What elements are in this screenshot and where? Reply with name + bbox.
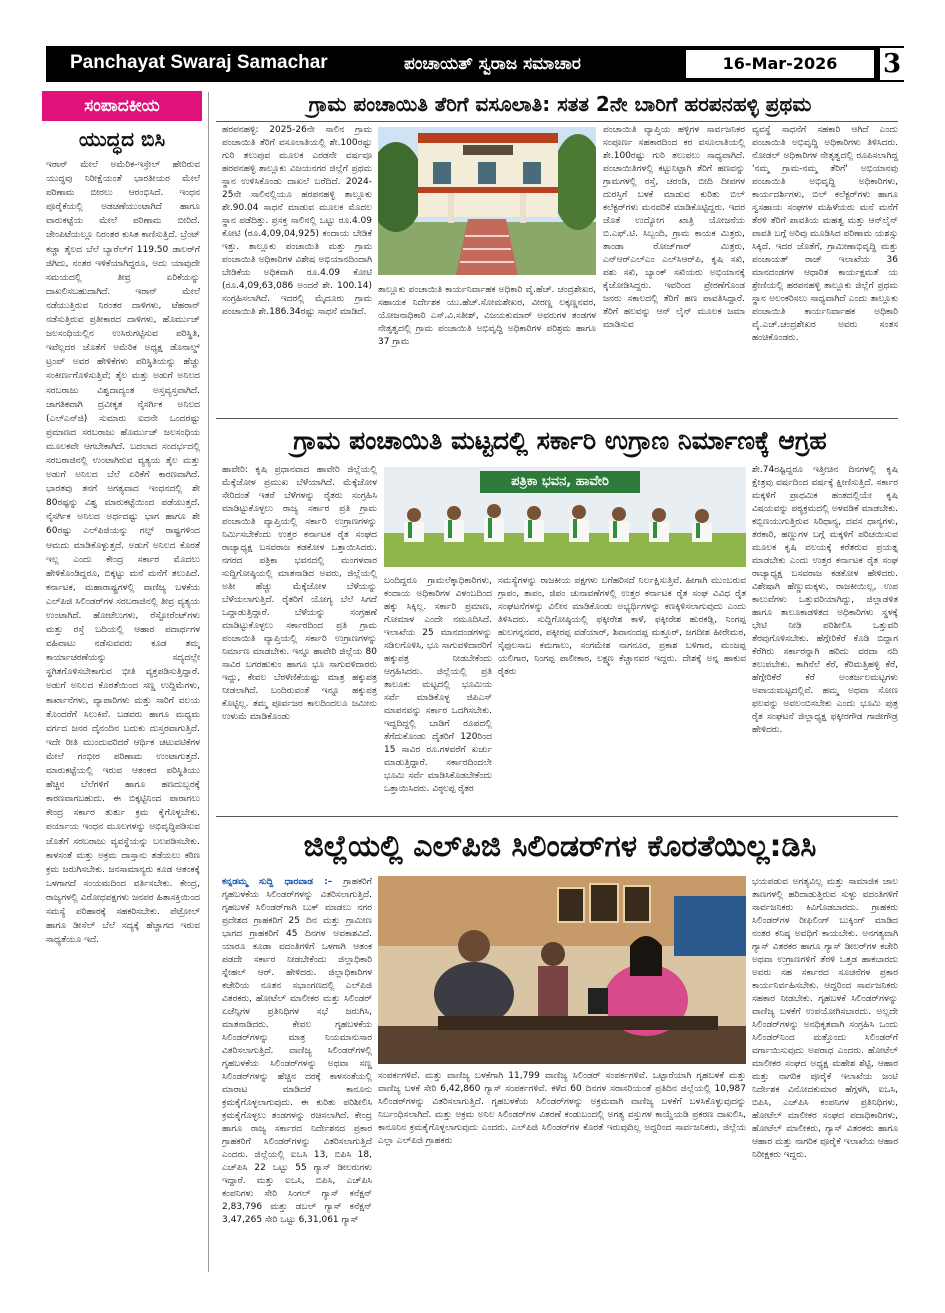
story3-photo-meeting (378, 876, 746, 1064)
story3-col3: ಭಯಪಡುವ ಅಗತ್ಯವಿಲ್ಲ ಮತ್ತು ಸಾಮಾಜಿಕ ಜಾಲ ತಾಣಗಳಲ್ಲಿ ಹರಿದಾಡುತ್ತಿರುವ ಸುಳ್ಳು ವದಂತಿಗಳಿಗೆ ಸಾರ್ವಜನಿಕರು ಕಿವಿಗೊಡಬಾರದು. ಗ್ರಾಹಕರು ಸಿಲಿಂಡರ್‌ಗಳ ರೀಫಿಲಿಂಗ್ ಬುಕ್ಕಿಂಗ್ ಮಾಡಿದ ನಂತರ ಕನಿಷ್ಠ ಅವಧಿಗೆ ಕಾಯಬೇಕು. ಅನಗತ್ಯವಾಗಿ ಗ್ಯಾಸ್ ವಿತರಕರ ಹಾಗೂ ಗ್ಯಾಸ್ ಡೀಲರ್‌ಗಳ ಕಚೇರಿ ಅಥವಾ ಉಗ್ರಾಣಗಳಿಗೆ ತೆರಳಿ ಒತ್ತಡ ಹಾಕಬಾರದು ಅವರು ಸಹ ಸರ್ಕಾರದ ಸೂಚನೆಗಳ ಪ್ರಕಾರ ಕಾರ್ಯನಿರ್ವಹಿಸಬೇಕು. ಆದ್ದರಿಂದ ಸಾರ್ವಜನಿಕರು ಸಹಕಾರ ನೀಡಬೇಕು. ಗೃಹಬಳಕೆ ಸಿಲಿಂಡರ್‌ಗಳನ್ನು ವಾಣಿಜ್ಯ ಬಳಕೆಗೆ ಉಪಯೋಗಿಸಬಾರದು. ಅಲ್ಲದೇ ಸಿಲಿಂಡರ್‌ಗಳನ್ನು ಅನಧಿಕೃತವಾಗಿ ಸಂಗ್ರಹಿಸಿ ಒಂದು ಸಿಲಿಂಡರ್‌ನಿಂದ ಮತ್ತೊಂದು ಸಿಲಿಂಡರ್‌ಗೆ ವರ್ಗಾಯಿಸುವುದು ಅಪರಾಧ ಎಂದರು. ಹೋಟೆಲ್ ಮಾಲೀಕರ ಸಂಘದ ಅಧ್ಯಕ್ಷ ಮಹೇಶ ಶೆಟ್ಟಿ, ಆಹಾರ ಮತ್ತು ನಾಗರಿಕ ಪೂರೈಕೆ ಇಲಾಖೆಯ ಜಂಟಿ ನಿರ್ದೇಶಕ ವಿನೋದಕುಮಾರ ಹೆಗ್ಗಳಗಿ, ಐಒಸಿ, ಬಿಪಿಸಿ, ಎಚ್‌ಪಿಸಿ ಕಂಪನಿಗಳ ಪ್ರತಿನಿಧಿಗಳು, ಹೋಟೆಲ್ ಮಾಲೀಕರ ಸಂಘದ ಪದಾಧಿಕಾರಿಗಳು, ಹೋಟೆಲ್ ಮಾಲೀಕರು, ಗ್ಯಾಸ್ ವಿತರಕರು ಹಾಗೂ ಆಹಾರ ಮತ್ತು ನಾಗರಿಕ ಪೂರೈಕೆ ಇಲಾಖೆಯ ಆಹಾರ ನಿರೀಕ್ಷಕರು ಇದ್ದರು. (752, 877, 898, 1160)
story3-headline: ಜಿಲ್ಲೆಯಲ್ಲಿ ಎಲ್‌ಪಿಜಿ ಸಿಲಿಂಡರ್‌ಗಳ ಕೊರತೆಯಿಲ್ಲ:ಡಿಸಿ (303, 829, 817, 864)
story3-col1: ಗ್ರಾಹಕರಿಗೆ ಗೃಹಬಳಕೆಯ ಸಿಲಿಂಡರ್‌ಗಳನ್ನು ವಿತರಿಸಲಾಗುತ್ತಿದೆ. ಗೃಹಬಳಕೆ ಸಿಲಿಂಡರ್‌ಗಾಗಿ ಬುಕ್ ಮಾಡಲು ನಗರ ಪ್ರದೇಶದ ಗ್ರಾಹಕರಿಗೆ 25 ದಿನ ಮತ್ತು ಗ್ರಾಮೀಣ ಭಾಗದ ಗ್ರಾಹಕರಿಗೆ 45 ದಿನಗಳ ಅವಕಾಶವಿದೆ. ಯಾರೂ ಕೂಡಾ ವದಂತಿಗಳಿಗೆ ಒಳಗಾಗಿ ಆತಂಕ ಪಡದೇ ಸರ್ಕಾರ ನೀಡಬೇಕೆಂದು ಜಿಲ್ಲಾಧಿಕಾರಿ ಸ್ನೇಹಲ್ ಆರ್. ಹೇಳಿದರು. ಜಿಲ್ಲಾಧಿಕಾರಿಗಳ ಕಚೇರಿಯ ನೂತನ ಸಭಾಂಗಣದಲ್ಲಿ ಎಲ್‌ಪಿಜಿ ವಿತರಕರು, ಹೋಟೆಲ್ ಮಾಲೀಕರ ಮತ್ತು ಸಿಲಿಂಡರ್ ಏಜೆನ್ಸಿಗಳ ಪ್ರತಿನಿಧಿಗಳ ಸಭೆ ಜರುಗಿಸಿ, ಮಾತನಾಡಿದರು. ಕೇವಲ ಗೃಹಬಳಕೆಯ ಸಿಲಿಂಡರ್‌ಗಳನ್ನು ಮಾತ್ರ ನಿಯಮಾನುಸಾರ ವಿತರಿಸಲಾಗುತ್ತಿದೆ. ವಾಣಿಜ್ಯ ಸಿಲಿಂಡರ್‌ಗಳಲ್ಲಿ ಗೃಹಬಳಕೆಯ ಸಿಲಿಂಡರ್‌ಗಳನ್ನು ಅಥವಾ ಸಣ್ಣ ಸಿಲಿಂಡರ್‌ಗಳನ್ನು ಹೆಚ್ಚಿನ ದರಕ್ಕೆ ಕಾಳಸಂತೆಯಲ್ಲಿ ಮಾರಾಟ ಮಾಡಿದರೆ ಕಾನೂನು ಕ್ರಮಕೈಗೊಳ್ಳಲಾಗುವುದು. ಈ ಕುರಿತು ಪರಿಶೀಲಿಸಿ ಕ್ರಮಕೈಗೊಳ್ಳಲು ತಂಡಗಳನ್ನು ರಚಿಸಲಾಗಿದೆ. ಕೇಂದ್ರ ಹಾಗೂ ರಾಜ್ಯ ಸರ್ಕಾರದ ನಿರ್ದೇಶನದ ಪ್ರಕಾರ ಗ್ರಾಹಕರಿಗೆ ಸಿಲಿಂಡರ್‌ಗಳನ್ನು ವಿತರಿಸಲಾಗುತ್ತಿದೆ ಎಂದರು. ಜಿಲ್ಲೆಯಲ್ಲಿ ಐಒಸಿ 13, ಬಿಪಿಸಿ 18, ಎಚ್‌ಪಿಸಿ 22 ಒಟ್ಟು 55 ಗ್ಯಾಸ್ ಡೀಲರುಗಳು ಇದ್ದಾರೆ. ಮತ್ತು ಐಒಸಿ, ಬಿಪಿಸಿ, ಎಚ್‌ಪಿಸಿ ಕಂಪನಿಗಳು ಸೇರಿ ಸಿಂಗಲ್ ಗ್ಯಾಸ್ ಕನೆಕ್ಷನ್ 2,83,796 ಮತ್ತು ಡಬಲ್ ಗ್ಯಾಸ್ ಕನೆಕ್ಷನ್ 3,47,265 ಸೇರಿ ಒಟ್ಟು 6,31,061 ಗ್ಯಾಸ್ (222, 877, 372, 1225)
masthead (46, 46, 904, 82)
story2-col4: ಶೇ.74ರಷ್ಟಿದ್ದರೂ ಇತ್ತೀಚಿನ ದಿನಗಳಲ್ಲಿ ಕೃಷಿ ಕ್ಷೇತ್ರವು ವರ್ಷದಿಂದ ವರ್ಷಕ್ಕೆ ಕ್ಷೀಣಿಸುತ್ತಿದೆ. ಸರ್ಕಾರ ಮಕ್ಕಳಿಗೆ ಪ್ರಾಥಮಿಕ ಹಂತದಲ್ಲಿಯೇ ಕೃಷಿ ವಿಷಯವನ್ನು ಪಠ್ಯಕ್ರಮದಲ್ಲಿ ಅಳವಡಿಕೆ ಮಾಡಬೇಕು. ಕಬ್ಬಿಣಯುಗುತ್ತಿರುವ ಸಿರಿಧಾನ್ಯ, ದವಸ ಧಾನ್ಯಗಳು, ತರಕಾರಿ, ಹಣ್ಣುಗಳ ಬಗ್ಗೆ ಮಕ್ಕಳಿಗೆ ಪರಿಚಯಿಸುವ ಮೂಲಕ ಕೃಷಿ ವಲಯಕ್ಕೆ ಕರೆತರುವ ಪ್ರಯತ್ನ ಮಾಡಬೇಕು ಎಂದು ಉತ್ತರ ಕರ್ನಾಟಕ ರೈತ ಸಂಘ ರಾಜ್ಯಾಧ್ಯಕ್ಷ ಬಸವರಾಜ ಕಡಕೋಳ ಹೇಳಿದರು. ವಿಶೇಷಾಗಿ ಹೆಣ್ಣುಮಕ್ಕಳು, ರಾಜಕೀಯಿಲ್ಲ, ಉಪ ಕಾಲುವೆಗಳು ಒತ್ತುವರಿಯಾಗಿದ್ದು, ಜಿಲ್ಲಾಡಳಿತ ಹಾಗೂ ತಾಲೂಕಾಡಳಿತದ ಅಧಿಕಾರಿಗಳು ಸ್ಥಳಕ್ಕೆ ಭೇಟಿ ನೀಡಿ ಪರಿಶೀಲಿಸಿ ಒತ್ತುವರಿ ತೆರವುಗೊಳಿಸಬೇಕು. ಹೆಗ್ಗೇರಿಕೆರೆ ಕೊಡಿ ಬಿದ್ದಾಗ ಕೆರೆಗಿರು ಸರ್ಕಾರನ್ನಾಗಿ ಹರಿದು ವರದಾ ನದಿ ತಲುಪಬೇಕು. ಕಾಗಿನೆಲೆ ಕೆರೆ, ಕೆರಿಮತ್ತಿಹಳ್ಳಿ ಕೆರೆ, ಹೆಗ್ಗೇರಿಕೆರೆ ಕೆರೆ ಅಂತರ್ಜಲಮಟ್ಟಗಳು ಅಪಾಯಮಟ್ಟದಲ್ಲಿವೆ. ಹಮ್ಮ ಅಥವಾ ಸೋಣ ಫಲವನ್ನು ಅವಲಂಬಿಸಬೇಕು ಎಂದು ಭೂಮಿ ಪುತ್ರ ರೈತ ಸಂಘಟನೆ ಜಿಲ್ಲಾಧ್ಯಕ್ಷ ಫಕ್ಕೀರಗೌಡ ಗಾಜೀಗೌಡ್ರ ಹೇಳಿದರು. (752, 465, 898, 735)
story3-col1-wrap (222, 876, 372, 1268)
story1-photo-building (378, 127, 596, 275)
story1-col1: ಹರಪನಹಳ್ಳಿ: 2025-26ನೇ ಸಾಲಿನ ಗ್ರಾಮ ಪಂಚಾಯಿತಿ ತೆರಿಗೆ ವಸೂಲಾತಿಯಲ್ಲಿ ಶೇ.100ರಷ್ಟು ಗುರಿ ತಲುಪುವ ಮೂಲಕ ಎರಡನೇ ವರ್ಷವೂ ಹರಪನಹಳ್ಳಿ ತಾಲ್ಲೂಕು ವಿಜಯನಗರ ಜಿಲ್ಲೆಗೆ ಪ್ರಥಮ ಸ್ಥಾನ ಉಳಿಸಿಕೊಂಡು ದಾಖಲೆ ಬರೆದಿದೆ. 2024-25ನೇ ಸಾಲಿನಲ್ಲಿಯೂ ಹರಪನಹಳ್ಳಿ ತಾಲ್ಲೂಕು ಶೇ.90.04 ಸಾಧನೆ ಮಾಡುವ ಮೂಲಕ ಮೊದಲ ಸ್ಥಾನ ಪಡೆದಿತ್ತು. ಪ್ರಸಕ್ತ ಸಾಲಿನಲ್ಲಿ ಒಟ್ಟು ರೂ.4.09 ಕೋಟಿ (ರೂ.4,09,04,925) ಕಂದಾಯ ಬೇಡಿಕೆ ಇತ್ತು. ತಾಲ್ಲೂಕು ಪಂಚಾಯಿತಿ ಮತ್ತು ಗ್ರಾಮ ಪಂಚಾಯಿತಿ ಅಧಿಕಾರಿಗಳ ವಿಶೇಷ ಅಭಿಯಾನದಿಂದಾಗಿ ಬೇಡಿಕೆಯ ಅಧಿಕವಾಗಿ ರೂ.4.09 ಕೋಟಿ (ರೂ.4,09,63,086 ಅಂದರೆ ಶೇ. 100.14) ಸಂಗ್ರಹಿಸಲಾಗಿದೆ. ಇದರಲ್ಲಿ ಮೈದೂರು ಗ್ರಾಮ ಪಂಚಾಯಿತಿ ಶೇ.186.34ರಷ್ಟು ಸಾಧನೆ ಮಾಡಿದೆ. (222, 125, 372, 317)
editorial-tag: ಸಂಪಾದಕೀಯ (42, 91, 202, 121)
story1-col3: ಪಂಚಾಯಿತಿ ವ್ಯಾಪ್ತಿಯ ಹಳ್ಳಿಗಳ ಸಾರ್ವಜನಿಕರ ಸಂಪೂರ್ಣ ಸಹಕಾರದಿಂದ ಕರ ವಸೂಲಾತಿಯಲ್ಲಿ ಶೇ.100ರಷ್ಟು ಗುರಿ ತಲುಪಲು ಸಾಧ್ಯವಾಗಿದೆ. ಪಂಚಾಯಿತಿಗಳಲ್ಲಿ ಕಟ್ಟುನಿಟ್ಟಾಗಿ ತೆರಿಗೆ ಹಣವನ್ನು ಗ್ರಾಮಗಳಲ್ಲಿ ರಸ್ತೆ, ಚರಂಡಿ, ಬೀದಿ ದೀಪಗಳ ದುರಸ್ತಿಗೆ ಬಳಕೆ ಮಾಡುವ ಕುರಿತು ಬಿಲ್ ಕಲೆಕ್ಟರ್‌ಗಳು ಮನವರಿಕೆ ಮಾಡಿಕೊಟ್ಟಿದ್ದರು. ಇದರ ಜೊತೆ ಉದ್ಯೋಗ ಖಾತ್ರಿ ಯೋಜನೆಯ ಬಿ.ಎಫ್.ಟಿ. ಸಿಬ್ಬಂದಿ, ಗ್ರಾಮ ಕಾಯಕ ಮಿತ್ರರು, ತಾಂಡಾ ರೋಜ್‌ಗಾರ್ ಮಿತ್ರರು, ಎನ್‌ಆರ್‌ಎಲ್‌ಎಂ ಎಲ್‌ಸಿಆರ್‌ಪಿ, ಕೃಷಿ ಸಖಿ, ಪಶು ಸಖಿ, ಬ್ಯಾಂಕ್ ಸಖಿಯರು ಅಭಿಯಾನಕ್ಕೆ ಕೈಜೋಡಿಸಿದ್ದರು. ಇವರಿಂದ ಪ್ರೇರಣೆಗೊಂಡ ಜನರು ಸಕಾಲದಲ್ಲಿ ತೆರಿಗೆ ಹಣ ಪಾವತಿಸಿದ್ದಾರೆ. ತೆರಿಗೆ ಹಲವನ್ನು ಆನ್ ಲೈನ್ ಮೂಲಕ ಜಮಾ ಮಾಡಿಸುವ (603, 125, 745, 330)
story3-dateline: ಕನ್ನಡಮ್ಮ ಸುದ್ದಿ ಧಾರವಾಡ :– (222, 877, 333, 887)
story1-col4: ವ್ಯವಸ್ಥೆ ಸಾಧನೆಗೆ ಸಹಕಾರಿ ಆಗಿದೆ ಎಂದು ಪಂಚಾಯಿತಿ ಅಭಿವೃದ್ಧಿ ಅಧಿಕಾರಿಗಳು ತಿಳಿಸಿದರು. ನೋಡಲ್ ಅಧಿಕಾರಿಗಳ ನೇತೃತ್ವದಲ್ಲಿ ರೂಪಿಸಲಾಗಿದ್ದ 'ನಮ್ಮ ಗ್ರಾಮ-ನಮ್ಮ ತೆರಿಗೆ' ಅಭಿಯಾನವು ಪಂಚಾಯಿತಿ ಅಭಿವೃದ್ಧಿ ಅಧಿಕಾರಿಗಳು, ಕಾರ್ಯದರ್ಶಿಗಳು, ಬಿಲ್ ಕಲೆಕ್ಟರ್‌ಗಳು ಹಾಗೂ ಸ್ವಸಹಾಯ ಸಂಘಗಳ ಮಹಿಳೆಯರು ಮನೆ ಮನೆಗೆ ತೆರಳಿ ತೆರಿಗೆ ಪಾವತಿಯ ಮಹತ್ವ ಮತ್ತು ಆನ್‌ಲೈನ್ ಪಾವತಿ ಬಗ್ಗೆ ಅರಿವು ಮೂಡಿಸಿದ ಪರಿಣಾಮ ಯಶಸ್ಸು ಸಿಕ್ಕಿದೆ. ಇದರ ಜೊತೆಗೆ, ಗ್ರಾಮೀಣಾಭಿವೃದ್ಧಿ ಮತ್ತು ಪಂಚಾಯತ್ ರಾಜ್ ಇಲಾಖೆಯ 36 ಮಾನದಂಡಗಳ ಆಧಾರಿತ ಕಾರ್ಯಕ್ಷಮತೆ ಯ ಶ್ರೇಣಿಯಲ್ಲಿ ಹರಪನಹಳ್ಳಿ ತಾಲ್ಲೂಕು ಜಿಲ್ಲೆಗೆ ಪ್ರಥಮ ಸ್ಥಾನ ಅಲಂಕರಿಸಲು ಸಾಧ್ಯವಾಗಿದೆ ಎಂದು ತಾಲ್ಲೂಕು ಪಂಚಾಯಿತಿ ಕಾರ್ಯನಿರ್ವಾಹಕ ಅಧಿಕಾರಿ ವೈ.ಎಚ್.ಚಂದ್ರಶೇಖರ ಅವರು ಸಂತಸ ಹಂಚಿಕೊಂಡರು. (752, 125, 898, 343)
editorial-body: ಇರಾನ್ ಮೇಲೆ ಅಮೆರಿಕ-ಇಸ್ರೇಲ್ ಹೇರಿರುವ ಯುದ್ಧವು ನಿರೀಕ್ಷೆಯಂತೆ ಭಾರತೀಯರ ಮೇಲೆ ಪರಿಣಾಮ ಬೀರಲು ಆರಂಭಿಸಿದೆ. ಇಂಧನ ಪೂರೈಕೆಯಲ್ಲಿ ಅಡಚಣೆಯುಂಟಾಗಿದೆ ಹಾಗೂ ವಾರುಕಟ್ಟೆಯ ಮೇಲೆ ಪರಿಣಾಮ ಬೀರಿದೆ. ಜೇಂಪಿಟೆಯಲ್ಲೂ ನಿರಂತರ ಕುಸಿತ ಕಾಣಿಸುತ್ತಿದೆ. ಬ್ರೆಂಟ್ ಕಚ್ಚಾ ತೈಲದ ಬೆಲೆ ಬ್ಯಾರೆಲ್‌ಗೆ 119.50 ಡಾಲರ್‌ಗೆ ಜಿಗಿದು, ನಂತರ ಇಳಿಕೆಯಾಗಿದ್ದರೂ, ಅದು ಯಾವುದೇ ಸಮಯದಲ್ಲಿ ತೀವ್ರ ಏರಿಕೆಯನ್ನು ದಾಖಲಿಸಬಹುದಾಗಿದೆ. ಇರಾನ್ ಮೇಲೆ ನಡೆಯುತ್ತಿರುವ ನಿರಂತರ ದಾಳಿಗಳು, ಟೆಹರಾನ್ ನಡೆಸುತ್ತಿರುವ ಪ್ರತೀಕಾರದ ದಾಳಿಗಳು, ಹೊರ್ಮುಜ್ ಜಲಸಂಧಿಯಲ್ಲಿನ ಉಸಿರುಗಟ್ಟಿಸುವ ಪರಿಸ್ಥಿತಿ, ಇವೆಲ್ಲದರ ಜೊತೆಗೆ ಅಮೆರಿಕ ಅಧ್ಯಕ್ಷ ಡೊನಾಲ್ಡ್ ಟ್ರಂಪ್ ಅವರ ಹೇಳಿಕೆಗಳು ಪರಿಸ್ಥಿತಿಯನ್ನು ಹೆಚ್ಚು ಸಂಕೀರ್ಣಗೊಳಿಸುತ್ತಿವೆ; ತೈಲ ಮತ್ತು ಅಡುಗೆ ಅನಿಲದ ಸರಬರಾಜು ವಿಶ್ವದಾದ್ಯಂತ ಅಸ್ತವ್ಯಸ್ತವಾಗಿದೆ. ಜಾಗತಿಕವಾಗಿ ದ್ರವೀಕೃತ ನೈಸರ್ಗಿಕ ಅನಿಲದ (ಎಲ್‌ಎನ್‌ಜಿ) ಸುಮಾರು ಐದನೇ ಒಂದರಷ್ಟು ಪ್ರಮಾಣದ ಸರಬರಾಜು ಹೊರ್ಮುಜ್ ಜಲಸಂಧಿಯ ಮೂಲಕವೇ ಆಗಬೇಕಾಗಿದೆ. ಬದಲಾದ ಸಂದರ್ಭದಲ್ಲಿ ಸರಬರಾಜಿನಲ್ಲಿ ಉಂಟಾಗಿರುವ ವ್ಯತ್ಯಯ ತೈಲ ಮತ್ತು ಅಡುಗೆ ಅನಿಲದ ಬೆಲೆ ಏರಿಕೆಗೆ ಕಾರಣವಾಗಿದೆ. ಭಾರತವು ತನಗೆ ಅಗತ್ಯವಾದ ಇಂಧನದಲ್ಲಿ ಶೇ 80ರಷ್ಟನ್ನು ವಿಶ್ವ ಮಾರುಕಟ್ಟೆಯಿಂದ ಪಡೆಯುತ್ತದೆ. ನೈಸರ್ಗಿಕ ಅನಿಲದ ಅರ್ಧದಷ್ಟು ಭಾಗ ಹಾಗೂ ಶೇ 60ರಷ್ಟು ಎಲ್‌ಪಿಜಿಯನ್ನು ಗಲ್ಫ್ ರಾಷ್ಟ್ರಗಳಿಂದ ಆಮದು ಮಾಡಿಕೊಳ್ಳುತ್ತದೆ. ಅಡುಗೆ ಅನಿಲದ ಕೊರತೆ ಇಲ್ಲ ಎಂದು ಕೇಂದ್ರ ಸರ್ಕಾರ ಮೊದಲು ಹೇಳಿಕೊಂಡಿದ್ದರೂ, ಬಿಕ್ಕಟ್ಟು ಮನೆ ಮನೆಗೆ ತಲುಪಿದೆ. ಕರ್ನಾಟಕ, ಮಹಾರಾಷ್ಟ್ರಗಳಲ್ಲಿ ವಾಣಿಜ್ಯ ಬಳಕೆಯ ಎಲ್‌ಪಿಜಿ ಸಿಲಿಂಡರ್‌ಗಳ ಸರಬರಾಜಿನಲ್ಲಿ ತೀವ್ರ ವ್ಯತ್ಯಯ ಉಂಟಾಗಿದೆ. ಹೋಟೆಲುಗಳು, ರೆಸ್ಟೋರೆಂಟ್‌ಗಳು ಮತ್ತು ರಸ್ತೆ ಬದಿಯಲ್ಲಿ ಆಹಾರ ಪದಾರ್ಥಗಳ ವಹಿವಾಟು ನಡೆಸುವವರು ಕೂಡ ತಮ್ಮ ಕಾರ್ಯಾಚರಣೆಯನ್ನು ಸದ್ಯದಲ್ಲೇ ಸ್ಥಗಿತಗೊಳಿಸಬೇಕಾಗುವ ಭೀತಿ ವ್ಯಕ್ತಪಡಿಸುತ್ತಿದ್ದಾರೆ. ಅಡುಗೆ ಅನಿಲದ ಕೊರತೆಯಿಂದ ಸಣ್ಣ ಉದ್ದಿಮೆಗಳು, ಕಾರ್ಖಾನೆಗಳು, ವ್ಯಾಪಾರಿಗಳು ಮತ್ತು ಸಾರಿಗೆ ವಲಯ ತೊಂದರೆಗೆ ಸಿಲುಕಿವೆ. ಬಡವರು ಹಾಗೂ ಮಧ್ಯಮ ವರ್ಗದ ಜನರ ದೈನಂದಿನ ಬದುಕು ದುಸ್ತರವಾಗುತ್ತಿದೆ. ಇದೇ ರೀತಿ ಮುಂದುವರಿದರೆ ಆರ್ಥಿಕ ಚಟುವಟಿಕೆಗಳ ಮೇಲೆ ಗಂಭೀರ ಪರಿಣಾಮ ಉಂಟಾಗುತ್ತದೆ. ಮಾರುಕಟ್ಟೆಯಲ್ಲಿ ಇರುವ ಆತಂಕದ ಪರಿಸ್ಥಿತಿಯು ಹೆಚ್ಚಿನ ಬೆಲೆಗಳಿಗೆ ಹಾಗೂ ಹಣದುಬ್ಬರಕ್ಕೆ ಕಾರಣವಾಗಬಹುದು. ಈ ಬಿಕ್ಕಟ್ಟಿನಿಂದ ಪಾರಾಗಲು ಕೇಂದ್ರ ಸರ್ಕಾರ ತುರ್ತು ಕ್ರಮ ಕೈಗೊಳ್ಳಬೇಕು. ಪರ್ಯಾಯ ಇಂಧನ ಮೂಲಗಳನ್ನು ಅಭಿವೃದ್ಧಿಪಡಿಸುವ ಜೊತೆಗೆ ಸರಬರಾಜು ವ್ಯವಸ್ಥೆಯನ್ನು ಬಲಪಡಿಸಬೇಕು. ಕಾಳಸಂತೆ ಮತ್ತು ಅಕ್ರಮ ದಾಸ್ತಾನು ತಡೆಯಲು ಕಠಿಣ ಕ್ರಮ ಜರುಗಿಸಬೇಕು. ಜನಸಾಮಾನ್ಯರು ಕೂಡ ಆತಂಕಕ್ಕೆ ಒಳಗಾಗದೆ ಸಂಯಮದಿಂದ ವರ್ತಿಸಬೇಕು. ಕೇಂದ್ರ, ರಾಜ್ಯಗಳಲ್ಲಿ ವಿರೋಧಪಕ್ಷಗಳು ಜನಪರ ಹಿತಾಸಕ್ತಿಯಿಂದ ಸಮಸ್ಯೆ ಪರಿಹಾರಕ್ಕೆ ಸಹಕರಿಸಬೇಕು. ಪೆಟ್ರೋಲ್ ಹಾಗೂ ಡೀಸೆಲ್ ಬೆಲೆ ಸದ್ಯಕ್ಕೆ ಹೆಚ್ಚಾಗದ ಇರುವ ಸಾಧ್ಯತೆಯೂ ಇದೆ. (46, 160, 200, 946)
story2-headline: ಗ್ರಾಮ ಪಂಚಾಯಿತಿ ಮಟ್ಟದಲ್ಲಿ ಸರ್ಕಾರಿ ಉಗ್ರಾಣ ನಿರ್ಮಾಣಕ್ಕೆ ಆಗ್ರಹ (293, 426, 827, 455)
divider (216, 816, 898, 817)
masthead-title-kn: ಪಂಚಾಯತ್ ಸ್ವರಾಜ ಸಮಾಚಾರ (404, 54, 581, 74)
masthead-title-en: Panchayat Swaraj Samachar (70, 52, 328, 73)
story2-photo-press-meet (384, 467, 746, 567)
story3-col2: ಸಂಪರ್ಕಗಳಿವೆ. ಮತ್ತು ವಾಣಿಜ್ಯ ಬಳಕೆಗಾಗಿ 11,799 ವಾಣಿಜ್ಯ ಸಿಲಿಂಡರ್ ಸಂಪರ್ಕಗಳಿವೆ. ಒಟ್ಟಾರೆಯಾಗಿ ಗೃಹಬಳಕೆ ಮತ್ತು ವಾಣಿಜ್ಯ ಬಳಕೆ ಸೇರಿ 6,42,860 ಗ್ಯಾಸ್ ಸಂಪರ್ಕಗಳಿವೆ. ಕಳೆದ 60 ದಿನಗಳ ಸರಾಸರಿಯಂತೆ ಪ್ರತಿದಿನ ಜಿಲ್ಲೆಯಲ್ಲಿ 10,987 ಸಿಲಿಂಡರ್‌ಗಳನ್ನು ವಿತರಿಸಲಾಗುತ್ತಿದೆ. ಗೃಹಬಳಕೆಯ ಸಿಲಿಂಡರ್‌ಗಳನ್ನು ಅಕ್ರಮವಾಗಿ ವಾಣಿಜ್ಯ ಬಳಕೆಗೆ ಬಳಸಿಕೊಳ್ಳುವುದನ್ನು ನಿರ್ಬಂಧಿಸಲಾಗಿದೆ. ಮತ್ತು ಅಕ್ರಮ ಅನಿಲ ಸಿಲಿಂಡರ್‌ಗಳ ವಿತರಣೆ ಕಂಡುಬಂದಲ್ಲಿ ಅಗತ್ಯ ವಸ್ತುಗಳ ಕಾಯ್ದೆಯಡಿ ಪ್ರಕರಣ ದಾಖಲಿಸಿ, ಕಾನೂನಿನ ಕ್ರಮಕೈಗೊಳ್ಳಲಾಗುವುದು ಎಂದರು. ಎಲ್‌ಪಿಜಿ ಸಿಲಿಂಡರ್‌ಗಳ ಕೊರತೆ ಇರುವುದಿಲ್ಲ ಅದ್ದರಿಂದ ಸಾರ್ವಜನಿಕರು, ಜಿಲ್ಲೆಯ ಎಲ್ಲಾ ಎಲ್‌ಪಿಜಿ ಗ್ರಾಹಕರು (378, 1071, 746, 1146)
story2-banner: ಪತ್ರಿಕಾ ಭವನ, ಹಾವೇರಿ (480, 471, 640, 493)
story1-under-photo: ತಾಲ್ಲೂಕು ಪಂಚಾಯಿತಿ ಕಾರ್ಯನಿರ್ವಾಹಕ ಅಧಿಕಾರಿ ವೈ.ಹೆಚ್. ಚಂದ್ರಶೇಖರ, ಸಹಾಯಕ ನಿರ್ದೇಶಕ ಯು.ಹೆಚ್.ಸೋಮಶೇಖರ, ವೀರಣ್ಣ ಲಕ್ಕಣ್ಣನವರ, ಯೋಜನಾಧಿಕಾರಿ ಎಸ್.ವಿ.ಸತೀಶ್, ವಿಜಯಕುಮಾರ್ ಅವರುಗಳ ತಂಡಗಳ ನೇತೃತ್ವದಲ್ಲಿ ಗ್ರಾಮ ಪಂಚಾಯಿತಿ ಅಭಿವೃದ್ಧಿ ಅಧಿಕಾರಿಗಳ ಪರಿಶ್ರಮ ಹಾಗೂ 37 ಗ್ರಾಮ (378, 285, 596, 347)
editorial-title: ಯುದ್ಧದ ಬಿಸಿ (78, 127, 166, 151)
issue-date: 16-Mar-2026 (686, 50, 874, 78)
story1-headline: ಗ್ರಾಮ ಪಂಚಾಯಿತಿ ತೆರಿಗೆ ವಸೂಲಾತಿ: ಸತತ 2ನೇ ಬಾರಿಗೆ ಹರಪನಹಳ್ಳಿ ಪ್ರಥಮ (308, 92, 812, 116)
column-divider (208, 92, 209, 1272)
divider (216, 121, 898, 122)
divider (216, 418, 898, 419)
story2-col2: ಬಂದಿದ್ದರೂ ಗ್ರಾಮಲೆಕ್ಕಾಧಿಕಾರಿಗಳು, ಕಂದಾಯ ಅಧಿಕಾರಿಗಳ ವಿಳಂಬದಿಂದ ಹಕ್ಕು ಸಿಕ್ಕಿಲ್ಲ. ಸರ್ಕಾರಿ ಪ್ರಮಾಣ, ಗೋಮಾಳ ಎಂದೇ ನಮೂದಿಸಿದೆ. ಇಲಾಖೆಯ 25 ಮಾನದಂಡಗಳನ್ನು ಸಡಿಲಗೊಳಿಸಿ, ಭೂ ಸಾಗುವಳಿದಾರರಿಗೆ ಹಕ್ಕುಪತ್ರ ನೀಡಬೇಕೆಂದು ಆಗ್ರಹಿಸಿದರು. ಜಿಲ್ಲೆಯಲ್ಲಿ ಪ್ರತಿ ತಾಲೂಕು ಮಟ್ಟದಲ್ಲಿ ಭೂಮಿಯ ಸರ್ವೆ ಮಾಡಿಕೊಳ್ಳ ಜಿಪಿಎಸ್ ಮಾಪನವನ್ನು ಸರ್ಕಾರ ಒದಗಿಸಬೇಕು. ಇದ್ದದಿದ್ದಲ್ಲಿ ಬಾಡಿಗೆ ರೂಪದಲ್ಲಿ ತೆಗೆದುಕೊಂಡು ದೈತರಿಗೆ 120ರಿಂದ 15 ಸಾವಿರ ರೂ.ಗಳವರೆಗೆ ಖರ್ಚು ಮಾಡುತ್ತಿದ್ದಾರೆ. ಸರ್ಕಾರದಿಂದಲೇ ಭೂಮಿ ಸರ್ವೆ ಮಾಡಿಸಿಕೊಡಬೇಕೆಂದು ಒತ್ತಾಯಿಸಿದರು. ವಿಠ್ಠಲಪ್ಪ ರೈತರ (384, 576, 492, 794)
story2-col1: ಹಾವೇರಿ: ಕೃಷಿ ಪ್ರಧಾನವಾದ ಹಾವೇರಿ ಜಿಲ್ಲೆಯಲ್ಲಿ ಮೆಕ್ಕೆಜೋಳ ಪ್ರಮುಖ ಬೆಳೆಯಾಗಿದೆ. ಮೆಕ್ಕೆಜೋಳ ಸೇರಿದಂತೆ ಇತರೆ ಬೆಳೆಗಳನ್ನು ರೈತರು ಸಂಗ್ರಹಿಸಿ ಮಾಡಿಟ್ಟುಕೊಳ್ಳಲು ರಾಜ್ಯ ಸರ್ಕಾರ ಪ್ರತಿ ಗ್ರಾಮ ಪಂಚಾಯಿತಿ ವ್ಯಾಪ್ತಿಯಲ್ಲಿ ಸರ್ಕಾರಿ ಉಗ್ರಾಣಗಳನ್ನು ನಿರ್ಮಿಸಬೇಕೆಂದು ಉತ್ತರ ಕರ್ನಾಟಕ ರೈತ ಸಂಘದ ರಾಜ್ಯಾಧ್ಯಕ್ಷ ಬಸವರಾಜ ಕಡಕೋಳ ಒತ್ತಾಯಿಸಿದರು. ನಗರದ ಪತ್ರಿಕಾ ಭವನದಲ್ಲಿ ಮಂಗಳವಾರ ಸುದ್ದಿಗೋಷ್ಠಿಯಲ್ಲಿ ಮಾತನಾಡಿದ ಅವರು, ಜಿಲ್ಲೆಯಲ್ಲಿ ಅತೀ ಹೆಚ್ಚು ಮೆಕ್ಕೆಜೋಳ ಬೆಳೆಯನ್ನು ಬೆಳೆಯಲಾಗುತ್ತಿದೆ. ರೈತರಿಗೆ ಯೋಗ್ಯ ಬೆಲೆ ಸಿಗದೆ ಒದ್ದಾಡುತ್ತಿದ್ದಾರೆ. ಬೆಳೆಯನ್ನು ಸಂಗ್ರಹಣೆ ಮಾಡಿಟ್ಟುಕೊಳ್ಳಲು ಸರ್ಕಾರದಿಂದ ಪ್ರತಿ ಗ್ರಾಮ ಪಂಚಾಯಿತಿ ವ್ಯಾಪ್ತಿಯಲ್ಲಿ ಸರ್ಕಾರಿ ಉಗ್ರಾಣಗಳನ್ನು ನಿರ್ಮಾಣ ಮಾಡಬೇಕು. ಇನ್ನೂ ಹಾವೇರಿ ಜಿಲ್ಲೆಯ 80 ಸಾವಿರ ಬಗರಹುಕುಂ ಹಾಗೂ ಭೂ ಸಾಗುವಳಿದಾರರು ಇದ್ದು, ಕೇವಲ ಬೆರಳೆಣಿಕೆಯಷ್ಟು ಮಾತ್ರ ಹಕ್ಕುಪತ್ರ ನೀಡಲಾಗಿದೆ. ಬಂದಿರುವಂತೆ ಇನ್ನೂ ಹಕ್ಕುಪತ್ರ ಕೊಟ್ಟಿಲ್ಲ. ತಮ್ಮ ಪೂರ್ವಜರ ಕಾಲದಿಂದಲೂ ಜಮೀನು ಉಳುಮೆ ಮಾಡಿಕೊಂಡು (222, 465, 377, 722)
story2-col3: ಸಮಸ್ಯೆಗಳನ್ನು ರಾಜಕೀಯ ಪಕ್ಷಗಳು ಬಗೆಹರಿಸದೆ ನಿರ್ಲಕ್ಷಿಸುತ್ತಿವೆ. ಹೀಗಾಗಿ ಮುಂಬರುವ ಗ್ರಾಪಂ, ತಾಪಂ, ಜಿಪಂ ಚುನಾವಣೆಗಳಲ್ಲಿ ಉತ್ತರ ಕರ್ನಾಟಕ ರೈತ ಸಂಘ ವಿವಿಧ ರೈತ ಸಂಘಟನೆಗಳನ್ನು ವಿಲೀನ ಮಾಡಿಕೊಂಡು ಅಭ್ಯರ್ಥಿಗಳನ್ನು ಕಣಕ್ಕಿಳಿಸಲಾಗುವುದು ಎಂದು ತಿಳಿಸಿದರು. ಸುದ್ದಿಗೋಷ್ಠಿಯಲ್ಲಿ ಫಕ್ಕೀರೇಶ ಕಾಳೆ, ಫಕ್ಕೀರೇಶ ಹುರಕಡ್ಲಿ, ನಿಂಗಪ್ಪ ಹುಲಗನ್ನನವರ, ಪಕ್ಕೀರಪ್ಪ ವಡೆಯಾರ್, ಶಿವಾನಂದಪ್ಪ ಮತ್ತೂರ್, ಜಗದೀಶ ಹೀರೇಮಠ, ಸೈಫುಲಸಾಬ ಕಮಗಾಲು, ಸಂಗಮೇಶ ನಾಗನೂರ, ಪ್ರಕಾಶ ಬಳಿಗಾರ, ಮಂಜಪ್ಪ ಯಲಿಗಾರ, ನಿಂಗಪ್ಪ ಪಾಲೀಕಾರ, ಲಕ್ಷ್ಮಣ ಕೆಚ್ಚಾನವರ ಇದ್ದರು. ದೇಶಕ್ಕೆ ಅನ್ನ ಹಾಕುವ ರೈತರು (498, 576, 746, 677)
page-number: 3 (880, 48, 904, 80)
